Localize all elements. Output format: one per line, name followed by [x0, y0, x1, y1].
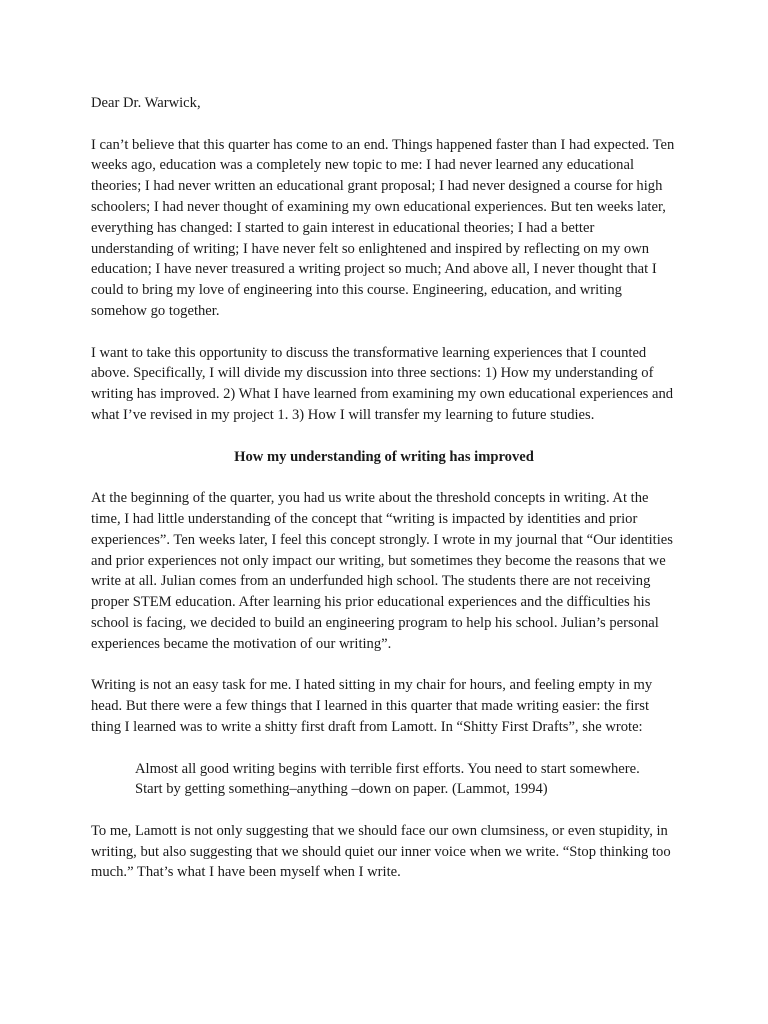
block-quote: [135, 759, 677, 801]
threshold-concepts-paragraph: At the beginning of the quarter, you had us write about the threshold concepts in writing. At the time, I had little understanding of the concept that “writing is impacted by identities and prior experiences”. Ten weeks later, I feel this concept strongly. I wrote in my journal that “Our identities and prior experiences not only impact our writing, but sometimes they become the reasons that we write at all. Julian comes from an underfunded high school. The students there are not receiving proper STEM education. After learning his prior educational experiences and the difficulties his school is facing, we decided to build an engineering program to help his school. Julian’s personal experiences became the motivation of our writing”.: [91, 490, 673, 652]
letter-body: [91, 93, 677, 904]
quote-line: Almost all good writing begins with terrible first efforts. You need to start somewhere.: [135, 760, 640, 777]
closing-paragraph: To me, Lamott is not only suggesting that we should face our own clumsiness, or even stupidity, in writing, but also suggesting that we should quiet our inner voice when we write. “Stop thinking too much.” That’s what I have been myself when I write.: [91, 822, 671, 881]
quote-line: Start by getting something–anything –down on paper. (Lammot, 1994): [135, 781, 548, 798]
section-heading: How my understanding of writing has improved: [234, 448, 534, 465]
outline-paragraph: I want to take this opportunity to discuss the transformative learning experiences that I counted above. Specifically, I will divide my discussion into three sections: 1) How my understanding of writing has improved. 2) What I have learned from examining my own educational experiences and what I’ve revised in my project 1. 3) How I will transfer my learning to future studies.: [91, 344, 674, 423]
intro-paragraph: I can’t believe that this quarter has come to an end. Things happened faster than I had expected. Ten weeks ago, education was a completely new topic to me: I had never learned any educational theories; I had never written an educational grant proposal; I had never designed a course for high schoolers; I had never thought of examining my own educational experiences. But ten weeks later, everything has changed: I started to gain interest in educational theories; I had a better understanding of writing; I have never felt so enlightened and inspired by reflecting on my own education; I have never treasured a writing project so much; And above all, I never thought that I could to bring my love of engineering into this course. Engineering, education, and writing somehow go together.: [91, 136, 675, 319]
salutation: Dear Dr. Warwick,: [91, 95, 201, 111]
writing-difficulty-paragraph: Writing is not an easy task for me. I hated sitting in my chair for hours, and feeling empty in my head. But there were a few things that I learned in this quarter that made writing easier: the first thing I learned was to write a shitty first draft from Lamott. In “Shitty First Drafts”, she wrote:: [91, 677, 653, 735]
